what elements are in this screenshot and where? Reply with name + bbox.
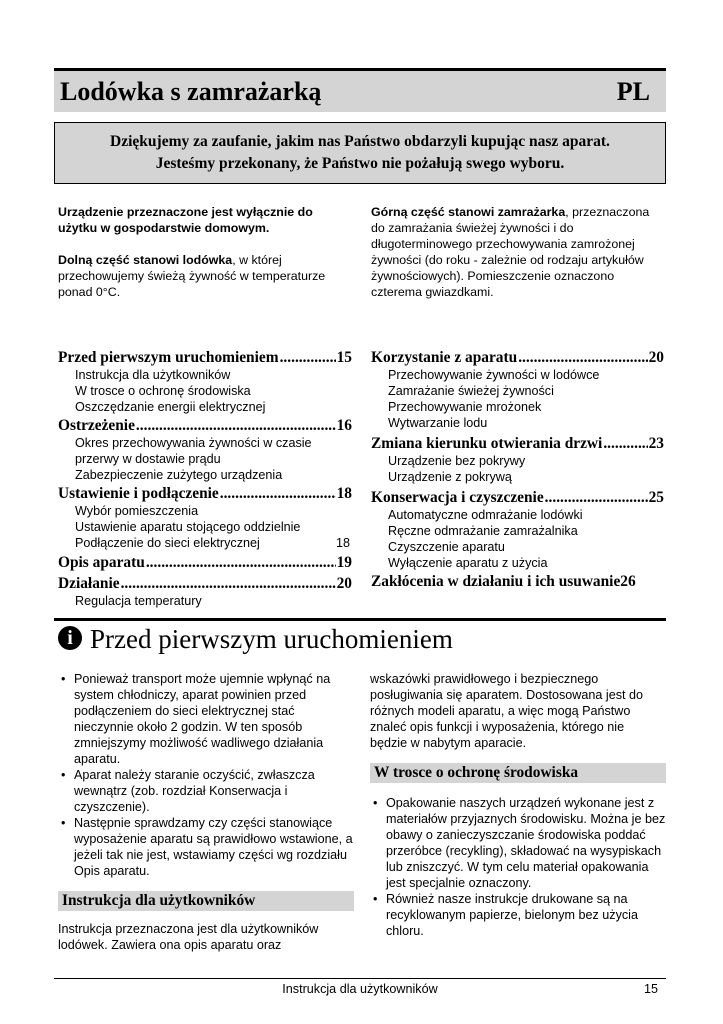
page-number: 15 [643,982,658,996]
toc-entry[interactable]: Zakłócenia w działaniu i ich usuwanie26 [371,573,636,590]
toc-subentry: Ręczne odmrażanie zamrażalnika [388,524,578,538]
toc-subentry-page: 18 [335,536,350,550]
toc-entry[interactable]: Przed pierwszym uruchomieniem ..... 15 [58,349,352,367]
list-item: • Ponieważ transport może ujemnie wpłynąć na system chłodniczy, aparat powinien przed podłączeniem do sieci elektrycznej stać nieczynnie około 2 godzin. W ten sposób zmniejszymy możliwość wadliwego działania aparatu. [61,672,331,766]
toc-subentry: Okres przechowywania żywności w czasie [75,436,312,450]
toc-subentry: Oszczędzanie energii elektrycznej [75,400,266,414]
toc-subentry: Urządzenie z pokrywą [388,470,512,484]
toc-entry[interactable]: Ustawienie i podłączenie ..... 18 [58,485,352,503]
toc-subentry: W trosce o ochronę środowiska [75,384,251,398]
toc-subentry: Zabezpieczenie zużytego urządzenia [75,468,283,482]
toc-subentry: Urządzenie bez pokrywy [388,454,526,468]
intro-freezer-rest: , przeznaczona do zamrażania świeżej żywności i do długoterminowego przechowywania zamrożonej żywności (do roku - zależnie od rodzaju artykułów żywnościowych). Pomieszczenie oznaczono czterema gwiazdkami. [371,205,650,299]
subsection-heading: W trosce o ochronę środowiska [370,763,666,783]
toc-subentry: Automatyczne odmrażanie lodówki [388,508,583,522]
info-icon: i [58,626,82,650]
bullet-list [370,795,666,939]
body-paragraph: wskazówki prawidłowego i bezpiecznego posługiwania się aparatem. Dostosowana jest do różnych modeli aparatu, a więc mogą Państwo znaleć opis funkcji i wyposażenia, którego nie będzie w nabytym aparacie. [370,672,644,750]
toc-subentry: Instrukcja dla użytkowników [75,368,231,382]
toc-subentry: przerwy w dostawie prądu [75,452,221,466]
footer-rule [54,978,666,979]
toc-right [371,349,664,591]
toc-subentry: Przechowywanie żywności w lodówce [388,368,600,382]
intro-freezer-bold: Górną część stanowi zamrażarka [371,205,566,219]
footer-title: Instrukcja dla użytkowników [282,982,438,996]
page-title: Lodówka s zamrażarką [60,77,322,106]
toc-entry[interactable]: Konserwacja i czyszczenie ..... 25 [371,489,664,507]
list-item: • Następnie sprawdzamy czy części stanowiące wyposażenie aparatu są prawidłowo wstawione, a jeżeli tak nie jest, wstawiamy części wg rozdziału Opis aparatu. [61,816,353,878]
body-right [370,671,666,939]
subsection-heading: Instrukcja dla użytkowników [58,891,354,911]
intro-fridge-note [58,252,348,300]
toc-subentry: Czyszczenie aparatu [388,540,505,554]
toc-subentry: Wyłączenie aparatu z użycia [388,556,548,570]
toc-subentry: Zamrażanie świeżej żywności [388,384,554,398]
thanks-box [54,122,666,184]
section-title: Przed pierwszym uruchomieniem [90,624,453,654]
toc-left [58,349,352,609]
toc-entry[interactable]: Działanie ..... 20 [58,575,352,593]
toc-entry[interactable]: Opis aparatu ..... 19 [58,554,352,572]
body-left [58,671,354,953]
title-bar [54,68,666,112]
toc-entry[interactable]: Korzystanie z aparatu ..... 20 [371,349,664,367]
bullet-list [58,671,354,879]
toc-subentry: Przechowywanie mrożonek [388,400,542,414]
intro-left [58,204,348,316]
language-code: PL [616,77,650,106]
toc-subentry: Wybór pomieszczenia [75,504,199,518]
intro-right [371,204,663,316]
toc-subentry: Ustawienie aparatu stojącego oddzielnie [75,520,301,534]
toc-subentry: Regulacja temperatury [75,594,202,608]
intro-fridge-bold: Dolną część stanowi lodówka [58,253,233,267]
thanks-line-1: Dziękujemy za zaufanie, jakim nas Państwo obdarzyli kupując nasz aparat. [110,133,610,150]
toc-entry[interactable]: Ostrzeżenie ..... 16 [58,417,352,435]
toc-subentry: Podłączenie do sieci elektrycznej 18 [75,536,350,550]
intro-freezer-note [371,204,663,300]
list-item: • Aparat należy staranie oczyścić, zwłaszcza wewnątrz (zob. rozdział Konserwacja i czyszczenie). [61,768,315,814]
toc-subentry: Wytwarzanie lodu [388,416,488,430]
toc-entry[interactable]: Zmiana kierunku otwierania drzwi ..... 23 [371,435,664,453]
thanks-line-2: Jesteśmy przekonany, że Państwo nie pożałują swego wyboru. [155,155,565,172]
intro-fridge-rest: , w której przechowujemy świeżą żywność w temperaturze ponad 0°C. [58,253,326,299]
list-item: • Opakowanie naszych urządzeń wykonane jest z materiałów przyjaznych środowisku. Można je bez obawy o zanieczyszczanie środowiska poddać przeróbce (recykling), składować na wysypiskach lub zniszczyć. W tym celu materiał opakowania jest specjalnie oznaczony. [373,796,666,890]
list-item: • Również nasze instrukcje drukowane są na recyklowanym papierze, bielonym bez użycia chloru. [373,892,638,938]
body-paragraph: Instrukcja przeznaczona jest dla użytkowników lodówek. Zawiera ona opis aparatu oraz [58,922,319,952]
intro-household-note: Urządzenie przeznaczone jest wyłącznie do użytku w gospodarstwie domowym. [58,205,313,235]
section-rule [54,618,666,621]
